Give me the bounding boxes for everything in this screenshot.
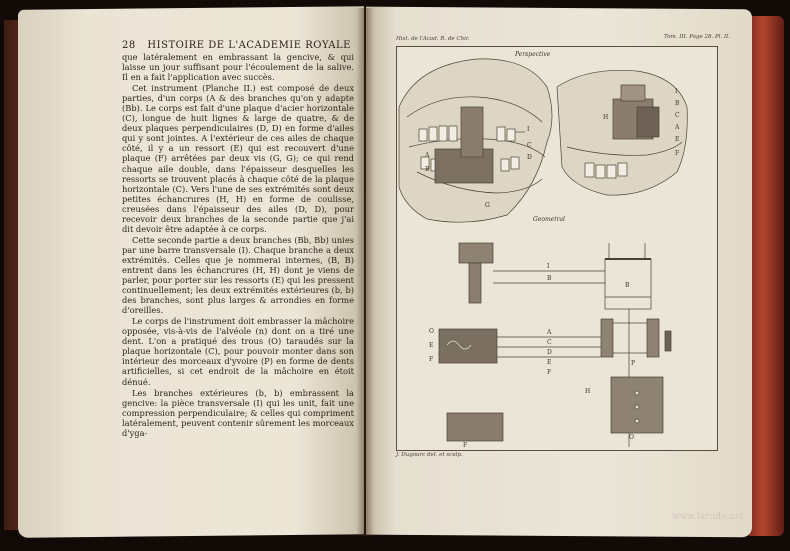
paragraph: Cet instrument (Planche II.) est composé de deux parties, d'un corps (A & des branches qu'on y adapte (Bb). Le corps est fait d'une plaque d'acier horizontale (C), longue de huit lignes & large de quatre, & de deux plaques perpendiculaires (D, D) en forme d'ailes qui y sont jointes. A l'extérieur de ces ailes de chaque côté, il y a un ressort (E) qui est recouvert d'une plaque (F) arrêtées par deux vis (G, G); ce qui rend chaque aile double, dans l'épaisseur desquelles les ressorts se trouvent placés à chaque côté de la plaque horizontale (C). Vers l'une de ses extrémités sont deux petites échancrures (H, H) en forme de coulisse, creusées dans l'épaisseur des ailes (D, D), pour recevoir deux branches de la seconde partie que j'ai dit devoir être adaptée à ce corps. (122, 83, 354, 234)
svg-text:A: A (547, 329, 552, 336)
instrument-geometral (439, 243, 671, 447)
svg-text:F: F (463, 442, 468, 449)
svg-text:B: B (425, 166, 430, 173)
svg-text:C: C (527, 142, 532, 149)
caption-perspective: Perspective (515, 51, 551, 58)
jaw-left-illustration (399, 59, 552, 222)
svg-text:C: C (547, 339, 552, 346)
svg-text:E: E (429, 342, 434, 349)
plate-header-left: Hist. de l'Acad. R. de Chir. (396, 36, 470, 42)
paragraph: Les branches extérieures (b, b) embrassent la gencive: la pièce transversale (I) qui les unit, fait une compression perpendiculaire; & celles qui compriment latéralement, peuvent contenir sûrement les morceaux d'yga- (122, 387, 354, 438)
caption-geometral: Geometral (533, 216, 565, 223)
svg-text:B: B (625, 282, 630, 289)
svg-text:H: H (585, 388, 591, 395)
body-text (122, 52, 354, 439)
svg-text:B: B (675, 100, 680, 107)
svg-text:D: D (527, 154, 532, 161)
svg-text:O: O (429, 328, 434, 335)
svg-text:A: A (675, 124, 680, 131)
svg-text:B: B (547, 275, 552, 282)
book-gutter (356, 8, 374, 536)
engraved-plate (396, 46, 718, 451)
engraver-credit: J. Dugourc del. et sculp. (396, 452, 463, 458)
svg-text:F: F (429, 356, 434, 363)
svg-text:I: I (675, 88, 678, 95)
svg-text:G: G (485, 202, 490, 209)
plate-header-right: Tom. III. Page 28. Pl. II. (664, 34, 731, 40)
watermark-url: www.larude.net (672, 512, 744, 522)
svg-text:F: F (547, 369, 552, 376)
svg-text:I: I (547, 263, 550, 270)
svg-text:H: H (603, 114, 609, 121)
svg-text:O: O (629, 434, 634, 441)
svg-text:E: E (675, 136, 680, 143)
svg-text:F: F (675, 150, 680, 157)
plate-engraving (397, 47, 717, 450)
page-number: 28 (122, 40, 136, 51)
svg-text:E: E (547, 359, 552, 366)
svg-text:C: C (675, 112, 680, 119)
svg-text:A: A (425, 152, 430, 159)
svg-text:D: D (547, 349, 552, 356)
svg-text:I: I (527, 126, 530, 133)
paragraph: Le corps de l'instrument doit embrasser la mâchoire opposée, vis-à-vis de l'alvéole (n) dont on a tiré une dent. L'on a pratiqué des trous (O) taraudés sur la plaque horizontale (C), pour pouvoir monter dans son intérieur des morceaux d'yvoire (P) en forme de dents artificielles, si cet endroit de la mâchoire en étoit dénué. (122, 316, 354, 387)
paragraph: que latéralement en embrassant la gencive, & qui laisse un jour suffisant pour l'écoulement de la salive. Il en a fait l'application avec succès. (122, 52, 354, 83)
svg-text:P: P (631, 360, 636, 367)
running-head (122, 40, 352, 51)
running-head-title: HISTOIRE DE L'ACADEMIE ROYALE (147, 40, 351, 51)
book-cover-edge-red (748, 16, 784, 536)
jaw-right-illustration (557, 70, 687, 195)
paragraph: Cette seconde partie a deux branches (Bb, Bb) unies par une barre transversale (I). Chaque branche a deux extrémités. Celles que je nommerai internes, (B, B) entrent dans les échancrures (H, H) dont je viens de parler, pour porter sur les ressorts (E) qui les pressent continuellement; les deux extrémités extérieures (b, b) des branches, sont plus larges & arrondies en forme d'oreilles. (122, 234, 354, 316)
